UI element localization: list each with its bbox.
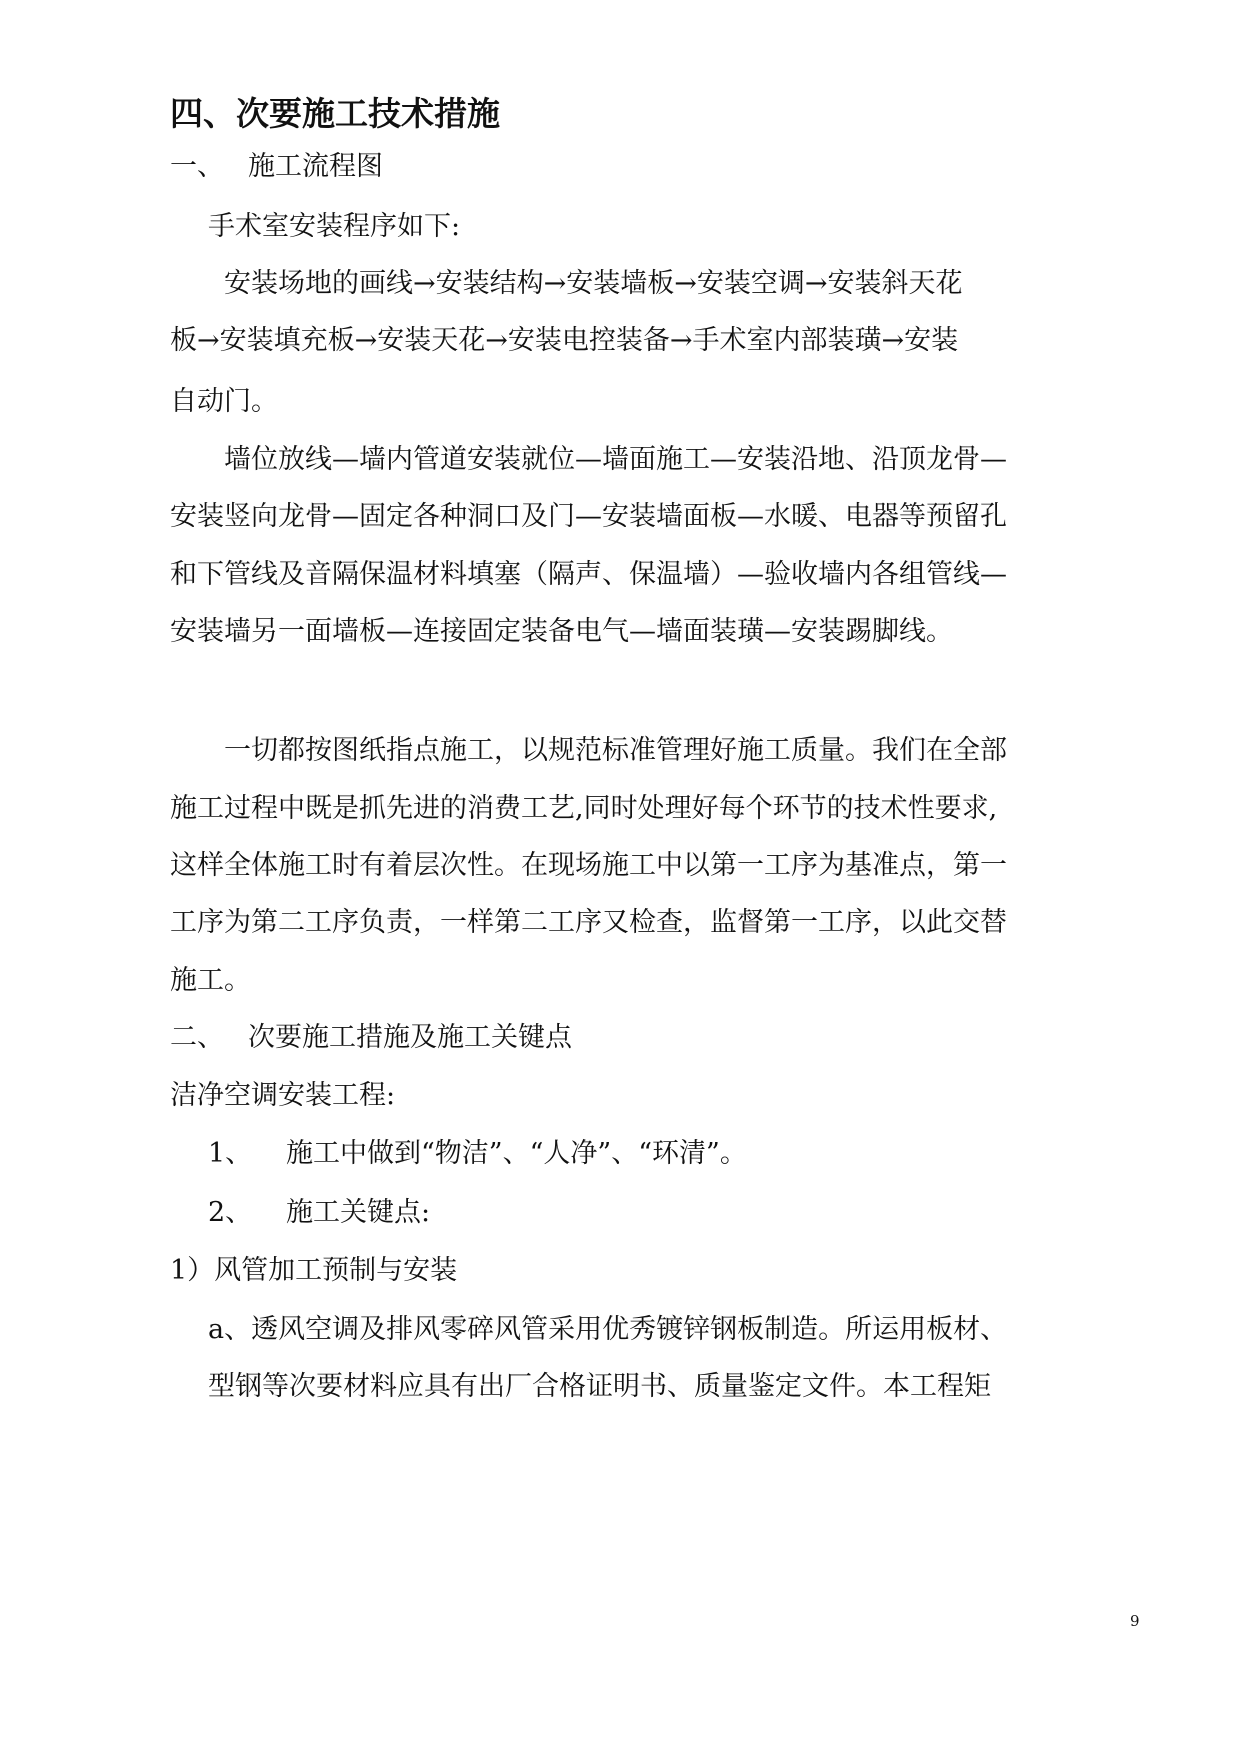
subsection-number: 二、 [170,1022,224,1053]
paragraph-line: 这样全体施工时有着层次性。在现场施工中以第一工序为基准点，第一 [170,850,1007,881]
paragraph-line: 一切都按图纸指点施工，以规范标准管理好施工质量。我们在全部 [224,735,1007,766]
paragraph-line: 施工。 [170,965,251,996]
subsection-text: 施工流程图 [248,151,383,182]
subsection-text: 次要施工措施及施工关键点 [248,1022,572,1053]
list-item-number: 2、 [208,1197,253,1228]
paragraph-line: 工序为第二工序负责，一样第二工序又检查，监督第一工序，以此交替 [170,907,1007,938]
paragraph-line: 型钢等次要材料应具有出厂合格证明书、质量鉴定文件。本工程矩 [208,1371,991,1402]
subsection-number: 一、 [170,151,224,182]
list-item-number: 1、 [208,1138,253,1169]
flow-line: 安装竖向龙骨—固定各种洞口及门—安装墙面板—水暖、电器等预留孔 [170,501,1007,532]
flow-line: 板→安装填充板→安装天花→安装电控装备→手术室内部装璜→安装 [170,325,959,356]
flow-line: 安装场地的画线→安装结构→安装墙板→安装空调→安装斜天花 [224,268,963,299]
intro-text: 手术室安装程序如下: [208,211,461,242]
flow-line: 自动门。 [170,386,278,417]
list-item-text: 施工中做到“物洁”、“人净”、“环清”。 [286,1138,747,1169]
section-title: 四、次要施工技术措施 [170,94,500,133]
list-item: 1）风管加工预制与安装 [170,1255,458,1286]
page-number: 9 [1130,1612,1140,1630]
paragraph-line: a、透风空调及排风零碎风管采用优秀镀锌钢板制造。所运用板材、 [208,1314,1008,1345]
ac-title: 洁净空调安装工程: [170,1080,396,1111]
list-item-text: 施工关键点: [286,1197,431,1228]
list-item [208,1193,430,1233]
list-item [208,1134,747,1174]
paragraph-line: 施工过程中既是抓先进的消费工艺,同时处理好每个环节的技术性要求, [170,793,998,824]
subsection-heading [170,147,383,187]
subsection-heading [170,1018,572,1058]
flow-line: 和下管线及音隔保温材料填塞（隔声、保温墙）—验收墙内各组管线— [170,559,1007,590]
flow-line: 安装墙另一面墙板—连接固定装备电气—墙面装璜—安装踢脚线。 [170,616,953,647]
flow-line: 墙位放线—墙内管道安装就位—墙面施工—安装沿地、沿顶龙骨— [224,444,1007,475]
